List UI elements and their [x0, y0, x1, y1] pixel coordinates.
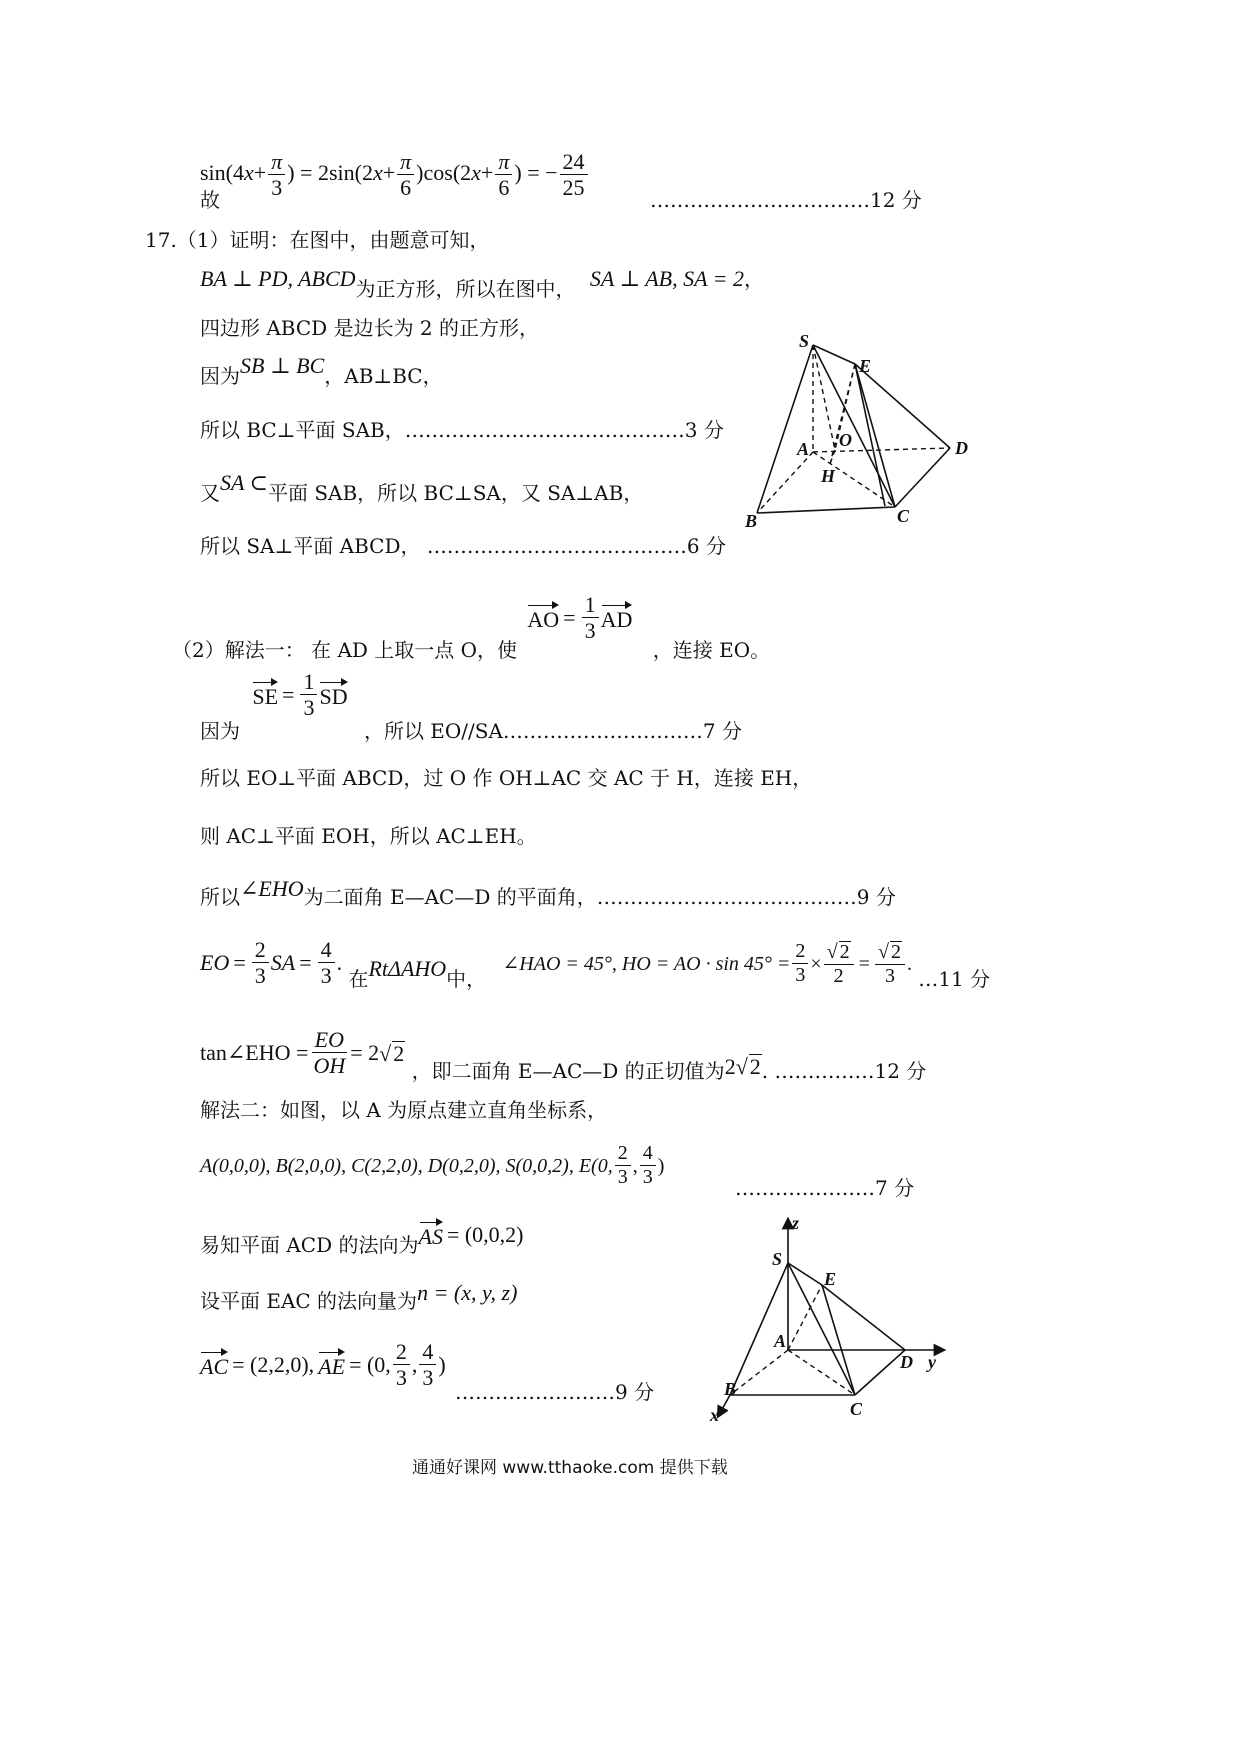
part2-line2: 因为 SE = $\frac{1}{3}$ SD ，所以 EO//SA…………………………7 分 — [200, 669, 743, 743]
part2-heading: （2）解法一： 在 AD 上取一点 O，使 AO = $\frac{1}{3}$ AD ，连接 EO。 — [172, 592, 771, 662]
fig1-label-H: H — [821, 466, 836, 486]
frac-pi-6: $\frac{\pi}{6}$ — [397, 150, 414, 199]
sol2-eac-normal: 设平面 EAC 的法向量为n = (x, y, z) — [200, 1280, 518, 1313]
fig2-label-S: S — [772, 1249, 783, 1269]
fig2-label-x: x — [710, 1405, 719, 1425]
q17-line1: BA ⊥ PD, ABCD为正方形，所以在图中， SA ⊥ AB, SA = 2， — [200, 266, 765, 301]
q17-heading: 17.（1）证明：在图中，由题意可知， — [145, 228, 490, 252]
fig1-label-E: E — [859, 356, 872, 376]
fig1-label-S: S — [799, 331, 810, 351]
pyramid-figure-1 — [735, 330, 985, 530]
fig1-label-C: C — [897, 506, 910, 526]
part2-line5: 所以∠EHO为二面角 E—AC—D 的平面角，…………………………………9 分 — [200, 876, 896, 909]
page-footer: 通通好课网 www.tthaoke.com 提供下载 — [412, 1458, 728, 1478]
frac-24-25: $\frac{24}{25}$ — [560, 150, 588, 199]
q17-line5: 又SA ⊂平面 SAB，所以 BC⊥SA，又 SA⊥AB， — [200, 470, 644, 505]
line-sin-result: sin(4x+ $\frac{\pi}{3}$ ) = 2sin(2x+ $\frac{\pi}{6}$ )cos(2x+ $\frac{\pi}{6}$ ) = − $\frac{24}{25}$ — [200, 150, 590, 199]
sol2-coords: A(0,0,0), B(2,0,0), C(2,2,0), D(0,2,0), S(0,0,2), E(0, $\frac{2}{3}$ , $\frac{4}{3}$ ) — [200, 1142, 665, 1188]
sol2-score9: ……………………9 分 — [455, 1380, 655, 1404]
fig2-label-B: B — [724, 1379, 737, 1399]
fig2-label-C: C — [850, 1399, 863, 1419]
score-12a: ……………………………12 分 — [650, 188, 922, 212]
fig1-label-B: B — [745, 511, 758, 531]
frac-pi-3: $\frac{\pi}{3}$ — [268, 150, 285, 199]
fig2-label-z: z — [792, 1213, 800, 1233]
q17-line6: 所以 SA⊥平面 ABCD， …………………………………6 分 — [200, 534, 726, 558]
part2-tan-line: tan∠EHO = $\frac{EO}{OH}$ = 2 √2 ，即二面角 E—AC—D 的正切值为2√2. ……………12 分 — [200, 1027, 927, 1083]
part2-line4: 则 AC⊥平面 EOH，所以 AC⊥EH。 — [200, 824, 537, 848]
fig2-label-E: E — [824, 1269, 837, 1289]
fig2-label-y: y — [928, 1352, 936, 1372]
fig1-label-D: D — [955, 438, 968, 458]
q17-line2: 四边形 ABCD 是边长为 2 的正方形， — [200, 316, 540, 340]
part2-eo-line: EO = $\frac{2}{3}$ SA = $\frac{4}{3}$ . 在RtΔAHO中， ∠HAO = 45°, HO = AO · sin 45° = $\frac{2}{3}$ × $\frac{√ 2}{2}$ = $\frac{√ 2}{3}$ . …11 分 — [200, 937, 991, 991]
q17-line4: 所以 BC⊥平面 SAB，……………………………………3 分 — [200, 418, 724, 442]
fig2-label-D: D — [900, 1352, 913, 1372]
pyramid-figure-2 — [710, 1215, 960, 1435]
fig1-label-A: A — [797, 439, 810, 459]
sol2-score7: …………………7 分 — [735, 1176, 915, 1200]
q17-line3: 因为SB ⊥ BC，AB⊥BC， — [200, 353, 443, 388]
frac-pi-6b: $\frac{\pi}{6}$ — [495, 150, 512, 199]
part2-line3: 所以 EO⊥平面 ABCD，过 O 作 OH⊥AC 交 AC 于 H，连接 EH， — [200, 766, 813, 790]
sol2-heading: 解法二：如图，以 A 为原点建立直角坐标系， — [200, 1098, 608, 1122]
sol2-vectors: AC = (2,2,0), AE = (0, $\frac{2}{3}$ , $\frac{4}{3}$ ) — [200, 1339, 446, 1391]
sol2-acd-normal: 易知平面 ACD 的法向为 AS = (0,0,2) — [200, 1222, 524, 1257]
fig2-label-A: A — [774, 1331, 787, 1351]
fig1-label-O: O — [839, 430, 852, 450]
gu-label: 故 — [200, 188, 220, 212]
